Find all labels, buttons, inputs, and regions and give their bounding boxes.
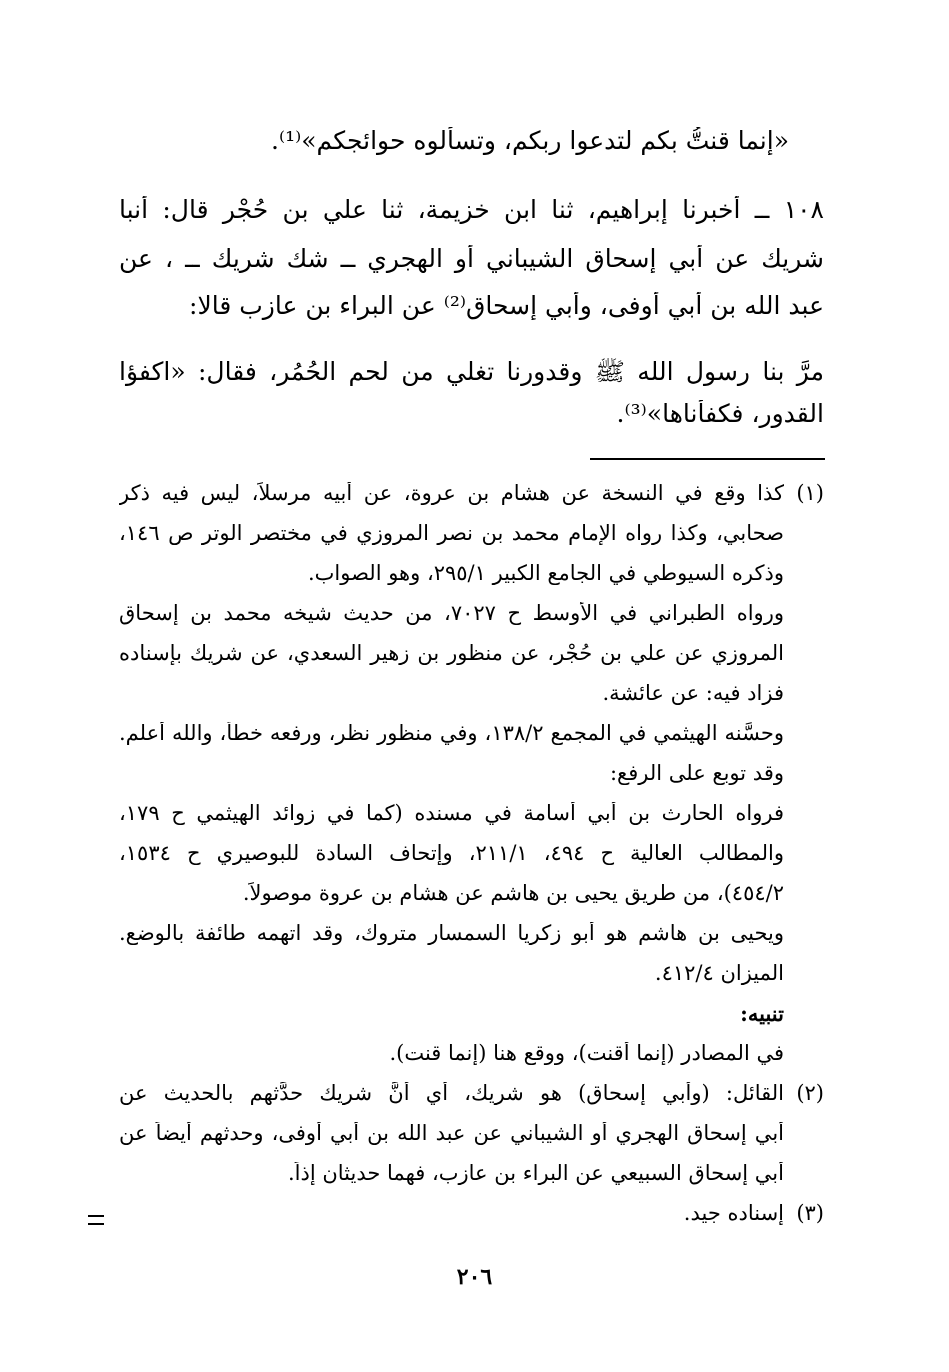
footnote-1-line: فزاد فيه: عن عائشة.	[602, 682, 784, 705]
footnote-separator	[590, 458, 825, 460]
hadith-ending-line: «إنما قنتُّ بكم لتدعوا ربكم، وتسألوه حوائجكم»⁽¹⁾.	[271, 127, 789, 155]
footnote-1-line: صحابي، وكذا رواه الإمام محمد بن نصر المروزي في مختصر الوتر ص ١٤٦،	[119, 522, 784, 545]
footnote-1-line: فرواه الحارث بن أبي أسامة في مسنده (كما في زوائد الهيثمي ح ١٧٩،	[119, 802, 784, 825]
footnote-1-line: وحسَّنه الهيثمي في المجمع ١٣٨/٢، وفي منظور نظر، ورفعه خطأ، والله أعلم.	[119, 722, 784, 745]
footnote-1-line: في المصادر (إنما أقنت)، ووقع هنا (إنما قنت).	[389, 1042, 784, 1065]
footnote-1-line: وقد توبع على الرفع:	[609, 762, 784, 785]
footnote-1-line: والمطالب العالية ح ٤٩٤، ٢١١/١، وإتحاف السادة للبوصيري ح ١٥٣٤،	[119, 842, 784, 865]
footnote-1-line: وذكره السيوطي في الجامع الكبير ٢٩٥/١، وهو الصواب.	[307, 562, 784, 585]
footnote-3-line: إسناده جيد.	[683, 1202, 784, 1225]
hadith-text-line-2: القدور، فكفأناها»⁽³⁾.	[616, 400, 824, 428]
footnote-2-line: أبي إسحاق السبيعي عن البراء بن عازب، فهما حديثان إذاً.	[287, 1162, 784, 1185]
hadith-108-line-2: شريك عن أبي إسحاق الشيباني أو الهجري ــ شك شريك ــ ، عن	[119, 245, 824, 273]
footnote-2-line: القائل: (وأبي إسحاق) هو شريك، أي أنَّ شريك حدَّثهم بالحديث عن	[119, 1082, 784, 1105]
page-number: ٢٠٦	[456, 1264, 493, 1290]
footnote-1-line: المروزي عن علي بن حُجْر، عن منظور بن زهير السعدي، عن شريك بإسناده	[119, 642, 784, 665]
footnote-2-marker: (٢)	[796, 1081, 824, 1105]
footnote-1-line: ٤٥٤/٢)، من طريق يحيى بن هاشم عن هشام بن عروة موصولاً.	[242, 882, 784, 905]
footnote-1-line: كذا وقع في النسخة عن هشام بن عروة، عن أبيه مرسلاً، ليس فيه ذكر	[119, 482, 784, 505]
footnote-1-note-heading: تنبيه:	[740, 1002, 784, 1026]
footnote-1-line: الميزان ٤١٢/٤.	[654, 962, 784, 985]
hadith-text-line-1: مرَّ بنا رسول الله ﷺ وقدورنا تغلي من لحم الحُمُر، فقال: «اكفؤا	[119, 358, 824, 386]
footnote-1-line: ورواه الطبراني في الأوسط ح ٧٠٢٧، من حديث شيخه محمد بن إسحاق	[119, 602, 784, 625]
footnote-3-marker: (٣)	[796, 1201, 824, 1225]
hadith-108-line-3: عبد الله بن أبي أوفى، وأبي إسحاق⁽²⁾ عن البراء بن عازب قالا:	[189, 292, 824, 320]
footnote-1-marker: (١)	[796, 481, 824, 505]
hadith-108-line-1: ١٠٨ ــ أخبرنا إبراهيم، ثنا ابن خزيمة، ثنا علي بن حُجْر قال: أنبا	[119, 196, 824, 224]
footnote-1-line: ويحيى بن هاشم هو أبو زكريا السمسار متروك، وقد اتهمه طائفة بالوضع.	[119, 922, 784, 945]
footnote-2-line: أبي إسحاق الهجري أو الشيباني عن عبد الله بن أبي أوفى، وحدثهم أيضاً عن	[119, 1122, 784, 1145]
margin-mark	[88, 1215, 104, 1225]
